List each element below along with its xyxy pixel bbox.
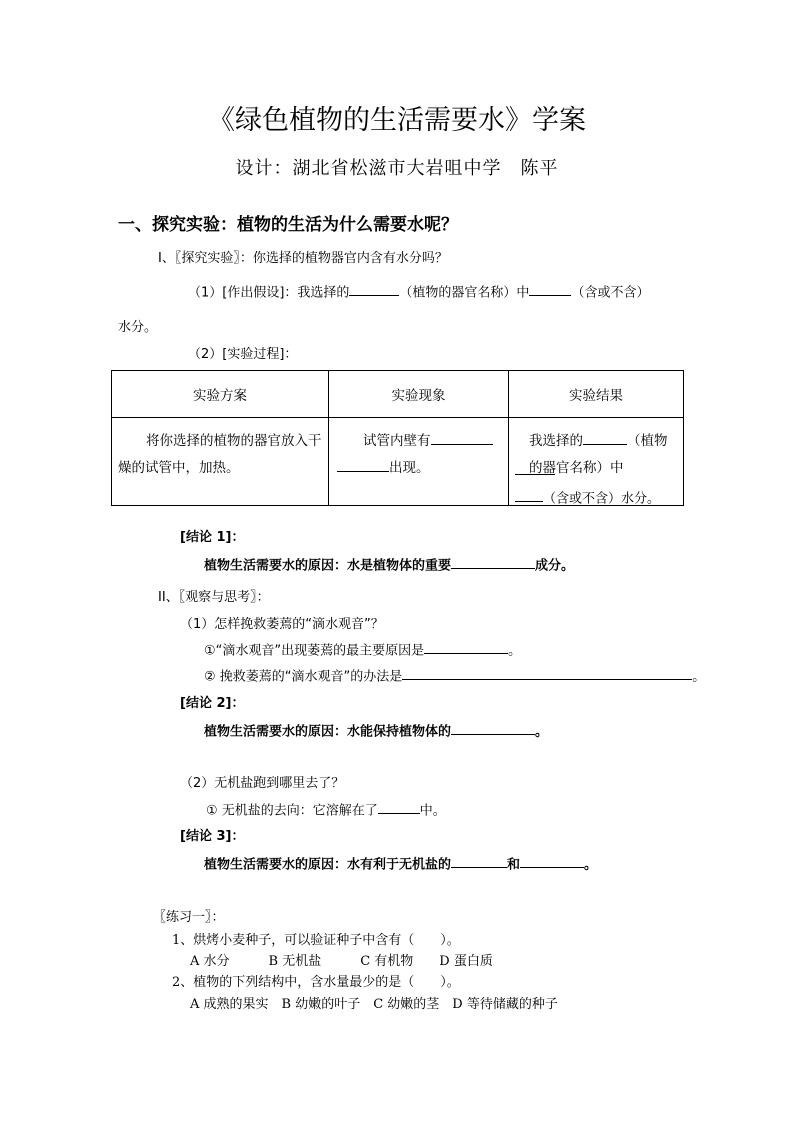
organ-blank[interactable] [349,281,399,296]
question-1-2-end: 。 [692,669,706,685]
hypothesis-text-c: （含或不含） [571,285,650,301]
practice-q1: 1、烘烤小麦种子，可以验证种子中含有（ ）。 [172,933,460,948]
question-2: （2）无机盐跑到哪里去了？ [180,776,345,791]
header-phenomenon: 实验现象 [329,371,509,418]
conclusion1-blank[interactable] [451,554,535,569]
result-blank-2[interactable] [515,460,555,475]
question-2-1-text: ① 无机盐的去向：它溶解在了 [206,803,378,819]
header-result: 实验结果 [509,371,684,418]
question-1-1-text: ①“滴水观音”出现萎蔫的最主要原因是 [204,643,425,659]
method-blank[interactable] [402,665,692,680]
result-line-3 [515,487,660,506]
header-plan: 实验方案 [112,371,329,418]
conclusion1-text-a: 植物生活需要水的原因：水是植物体的重要 [204,558,452,574]
conclusion1-text-b: 成分。 [535,558,575,574]
cell-plan [112,418,329,506]
conclusion3-label: [结论 3]： [180,829,245,844]
practice-q2: 2、植物的下列结构中，含水量最少的是（ ）。 [172,975,460,990]
cell-phenomenon [329,418,509,506]
conclusion1-line [204,554,574,573]
hypothesis-text-a: （1）[作出假设]：我选择的 [188,285,350,301]
conclusion1-label: [结论 1]： [180,530,245,545]
experiment-table [111,370,684,506]
question-1-1 [204,639,521,658]
conclusion2-label: [结论 2]： [180,696,245,711]
author-line: 设计：湖北省松滋市大岩咀中学 陈平 [235,158,559,179]
hypothesis-continuation: 水分。 [118,320,158,335]
conclusion3-text-b: 和 [507,857,521,873]
hypothesis-line [188,281,649,300]
question-1-2-text: ② 挽救萎蔫的“滴水观音”的办法是 [204,669,403,685]
conclusion2-text-b: 。 [535,724,549,740]
conclusion2-line [204,720,548,739]
phenomenon-blank-1[interactable] [431,429,493,445]
process-label: （2）[实验过程]： [188,347,298,362]
result-text-a: 我选择的 [529,433,583,449]
question-2-1-end: 中。 [419,803,446,819]
conclusion3-text-a: 植物生活需要水的原因：水有利于无机盐的 [204,857,452,873]
result-text-c: （含或不含）水分。 [543,491,661,507]
conclusion3-line [204,853,597,872]
result-blank-1[interactable] [583,429,627,445]
part2-label: II、〖观察与思考〗： [158,590,270,605]
phenomenon-text-b: 出现。 [389,460,430,476]
phenomenon-blank-2[interactable] [337,456,389,472]
phenomenon-text-a: 试管内壁有 [363,433,431,449]
hypothesis-text-b: （植物的器官名称）中 [399,285,530,301]
question-2-1 [206,799,446,818]
part1-label: I、〖探究实验〗：你选择的植物器官内含有水分吗？ [158,251,448,266]
question-1-2 [204,665,705,684]
result-text-b: （植物的器官名称）中 [529,433,668,476]
result-blank-3[interactable] [515,487,543,502]
solvent-blank[interactable] [378,799,420,814]
conclusion3-text-c: 。 [584,857,598,873]
question-1-1-end: 。 [508,643,522,659]
page-title: 《绿色植物的生活需要水》学案 [208,105,586,136]
practice-label: 〖练习一〗： [153,910,225,925]
practice-q1-options: A 水分 B 无机盐 C 有机物 D 蛋白质 [190,954,493,969]
cause-blank[interactable] [424,639,508,654]
question-1: （1）怎样挽救萎蔫的“滴水观音”？ [180,617,384,632]
conclusion3-blank-1[interactable] [451,853,507,868]
contain-blank[interactable] [529,281,571,296]
practice-q2-options: A 成熟的果实 B 幼嫩的叶子 C 幼嫩的茎 D 等待储藏的种子 [190,997,558,1012]
conclusion2-text-a: 植物生活需要水的原因：水能保持植物体的 [204,724,452,740]
plan-text: 将你选择的植物的器官放入干燥的试管中，加热。 [118,433,322,476]
section-heading: 一、探究实验：植物的生活为什么需要水呢？ [118,215,458,235]
conclusion2-blank[interactable] [451,720,535,735]
result-line-2 [515,460,555,479]
conclusion3-blank-2[interactable] [520,853,584,868]
